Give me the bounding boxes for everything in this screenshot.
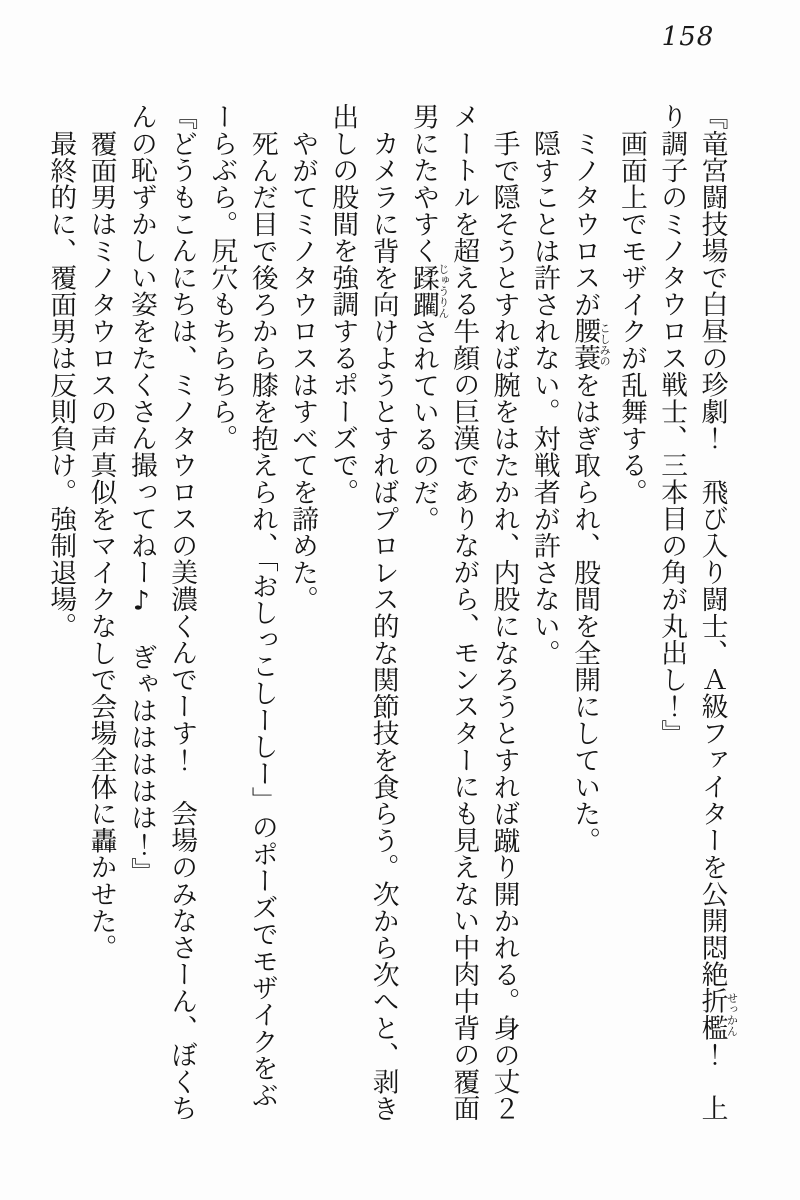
ruby-annotated-word: 折檻せっかん: [696, 987, 739, 1042]
furigana: じゅうりん: [436, 263, 450, 319]
paragraph: 死んだ目で後ろから膝を抱えられ、「おしっこしーしー」のポーズでモザイクをぶーらぶら。尻穴もちらちら。: [206, 103, 278, 1108]
paragraph: 手で隠そうとすれば腕をはたかれ、内股になろうとすれば蹴り開かれる。身の丈２メートルを超える牛顔の巨漢でありながら、モンスターにも見えない中肉中背の覆面男にたやすく蹂躙じゅうりんされているのだ。: [407, 103, 520, 1122]
paragraph: やがてミノタウロスはすべてを諦めた。: [287, 129, 319, 613]
page-number: 158: [661, 22, 715, 52]
ruby-annotated-word: 蹂躙じゅうりん: [407, 263, 450, 319]
paragraph: 『竜宮闘技場で白昼の珍劇！ 飛び入り闘士、Ａ級ファイターを公開悶絶折檻せっかん！ 上り調子のミノタウロス戦士、三本目の角が丸出し！』: [656, 103, 739, 1122]
paragraph: ミノタウロスが腰蓑こしみのをはぎ取られ、股間を全開にしていた。: [569, 129, 612, 854]
furigana: せっかん: [725, 987, 739, 1041]
furigana: こしみの: [598, 317, 612, 371]
page-text: [40, 103, 738, 1124]
paragraph: 覆面男はミノタウロスの声真似をマイクなしで会場全体に轟かせた。: [85, 129, 117, 961]
paragraph: 画面上でモザイクが乱舞する。: [615, 129, 647, 505]
paragraph: 隠すことは許されない。対戦者が許さない。: [528, 129, 560, 666]
paragraph: 『どうもこんにちは、ミノタウロスの美濃くんでーす！ 会場のみなさーん、ぼくちんの恥ずかしい姿をたくさん撮ってねー♪ ぎゃははははは！』: [125, 103, 198, 1122]
paragraph: 最終的に、覆面男は反則負け。強制退場。: [45, 129, 77, 639]
paragraph: カメラに背を向けようとすればプロレス的な関節技を食らう。次から次へと、剥き出しの股間を強調するポーズで。: [327, 103, 399, 1122]
ruby-annotated-word: 腰蓑こしみの: [569, 317, 612, 372]
